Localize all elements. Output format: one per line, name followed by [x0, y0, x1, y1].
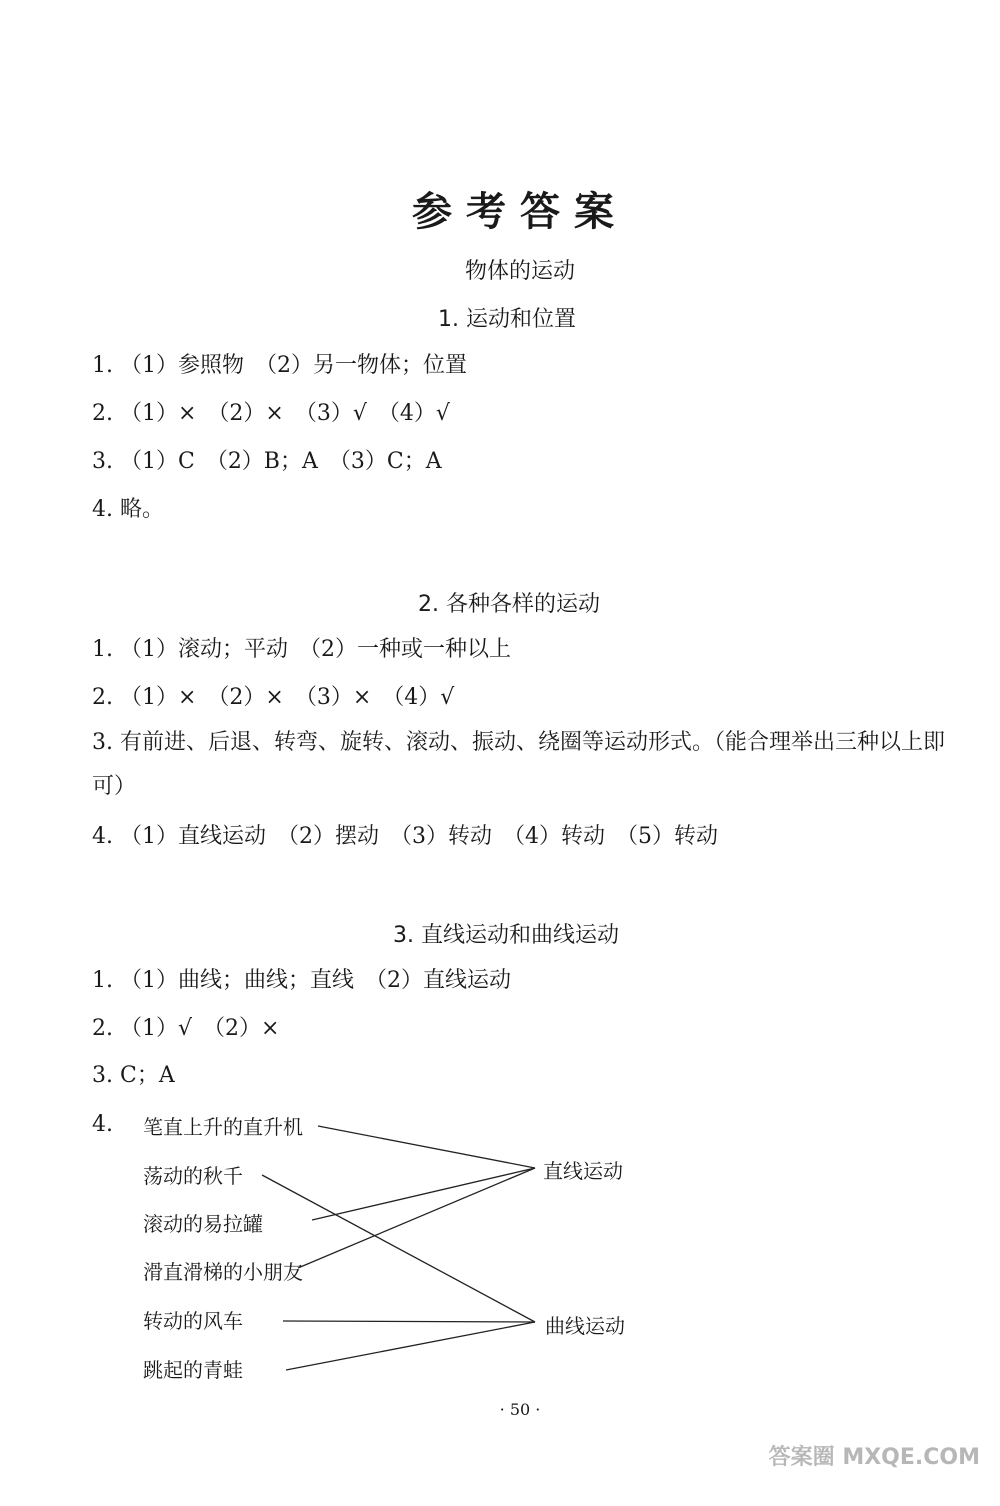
matching-item: 滑直滑梯的小朋友	[143, 1260, 303, 1284]
section-heading-3: 3. 直线运动和曲线运动	[393, 923, 619, 948]
answer-line: 1. （1）参照物 （2）另一物体；位置	[92, 353, 467, 378]
answer-line: 2. （1）× （2）× （3）× （4）√	[92, 685, 455, 710]
section-heading-1: 1. 运动和位置	[438, 307, 576, 332]
answer-line: 3. （1）C （2）B；A （3）C；A	[92, 449, 442, 474]
matching-item: 转动的风车	[143, 1309, 243, 1333]
matching-link	[312, 1168, 535, 1220]
matching-link	[318, 1126, 535, 1168]
page-title: 参考答案	[412, 188, 628, 235]
matching-link	[262, 1175, 535, 1322]
answer-line: 1. （1）曲线；曲线；直线 （2）直线运动	[92, 968, 511, 993]
matching-item: 跳起的青蛙	[143, 1358, 243, 1382]
matching-link	[283, 1321, 535, 1322]
matching-number: 4.	[92, 1112, 113, 1137]
section-heading-2: 2. 各种各样的运动	[418, 592, 600, 617]
answer-line: 1. （1）滚动；平动 （2）一种或一种以上	[92, 637, 511, 662]
matching-item: 滚动的易拉罐	[143, 1212, 263, 1236]
answer-line: 4. 略。	[92, 497, 164, 522]
matching-target: 曲线运动	[545, 1314, 625, 1338]
answer-line: 3. C；A	[92, 1063, 175, 1088]
page-number: · 50 ·	[499, 1400, 541, 1419]
chapter-heading: 物体的运动	[464, 259, 575, 284]
matching-item: 笔直上升的直升机	[143, 1115, 303, 1139]
watermark: 答案圈 MXQE.COM	[768, 1445, 980, 1470]
matching-link	[286, 1322, 535, 1370]
matching-item: 荡动的秋千	[143, 1164, 243, 1188]
answer-line: 4. （1）直线运动 （2）摆动 （3）转动 （4）转动 （5）转动	[92, 824, 718, 849]
answer-line: 2. （1）× （2）× （3）√ （4）√	[92, 401, 450, 426]
answer-line: 2. （1）√ （2）×	[92, 1016, 280, 1041]
matching-link	[298, 1168, 535, 1268]
matching-target: 直线运动	[543, 1159, 623, 1183]
answer-line: 3. 有前进、后退、转弯、旋转、滚动、振动、绕圈等运动形式。（能合理举出三种以上即可）	[92, 730, 945, 799]
